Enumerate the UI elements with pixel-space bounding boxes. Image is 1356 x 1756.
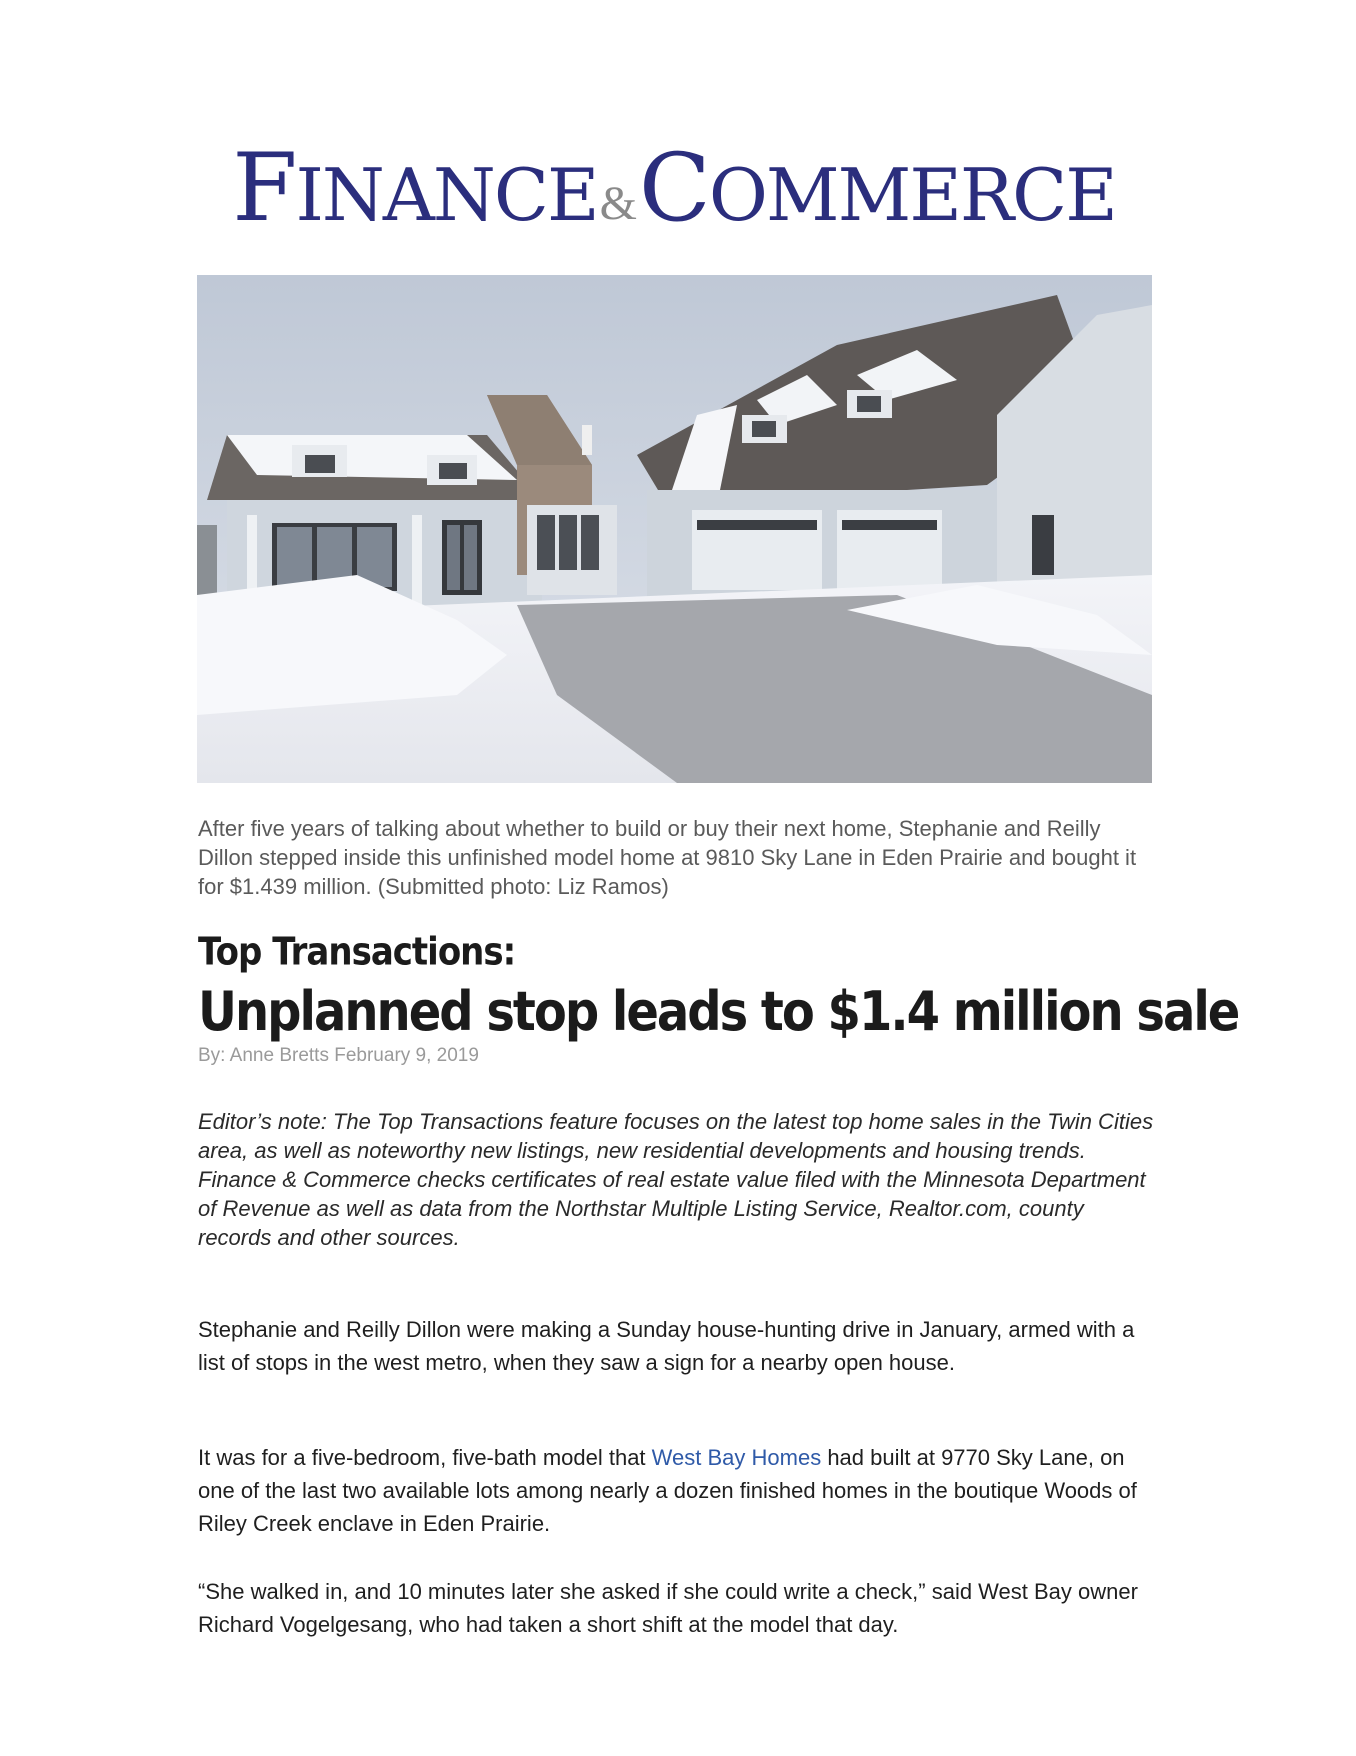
paragraph-text: had built at 9770 Sky Lane, on one of the last two available lots among nearly a dozen finished homes in the boutique Woods of Riley Creek enclave in Eden Prairie. <box>198 1445 1137 1536</box>
article-kicker: Top Transactions: <box>198 930 516 975</box>
logo-ampersand: & <box>599 177 637 230</box>
article-paragraph <box>198 1441 1158 1540</box>
paragraph-text: It was for a five-bedroom, five-bath model that <box>198 1445 652 1470</box>
editors-note: Editor’s note: The Top Transactions feature focuses on the latest top home sales in the Twin Cities area, as well as noteworthy new listings, new residential developments and housing trends. Finance & Commerce checks certificates of real estate value filed with the Minnesota Department of Revenue as well as data from the Northstar Multiple Listing Service, Realtor.com, county records and other sources. <box>198 1109 1154 1250</box>
article-byline: By: Anne Bretts February 9, 2019 <box>198 1045 479 1066</box>
masthead-logo <box>196 134 1152 243</box>
photo-caption: After five years of talking about whether to build or buy their next home, Stephanie and Reilly Dillon stepped inside this unfinished model home at 9810 Sky Lane in Eden Prairie and bought it for $1.439 million. (Submitted photo: Liz Ramos) <box>198 816 1137 899</box>
logo-word-finance: FINANCE <box>232 134 598 243</box>
article-photo <box>197 275 1152 783</box>
article-headline: Unplanned stop leads to $1.4 million sale <box>198 980 1239 1044</box>
article-paragraph: “She walked in, and 10 minutes later she asked if she could write a check,” said West Bay owner Richard Vogelgesang, who had taken a short shift at the model that day. <box>198 1579 1138 1637</box>
article-paragraph: Stephanie and Reilly Dillon were making a Sunday house-hunting drive in January, armed with a list of stops in the west metro, when they saw a sign for a nearby open house. <box>198 1317 1135 1375</box>
west-bay-homes-link[interactable]: West Bay Homes <box>651 1445 822 1470</box>
logo-word-commerce: COMMERCE <box>638 134 1116 243</box>
